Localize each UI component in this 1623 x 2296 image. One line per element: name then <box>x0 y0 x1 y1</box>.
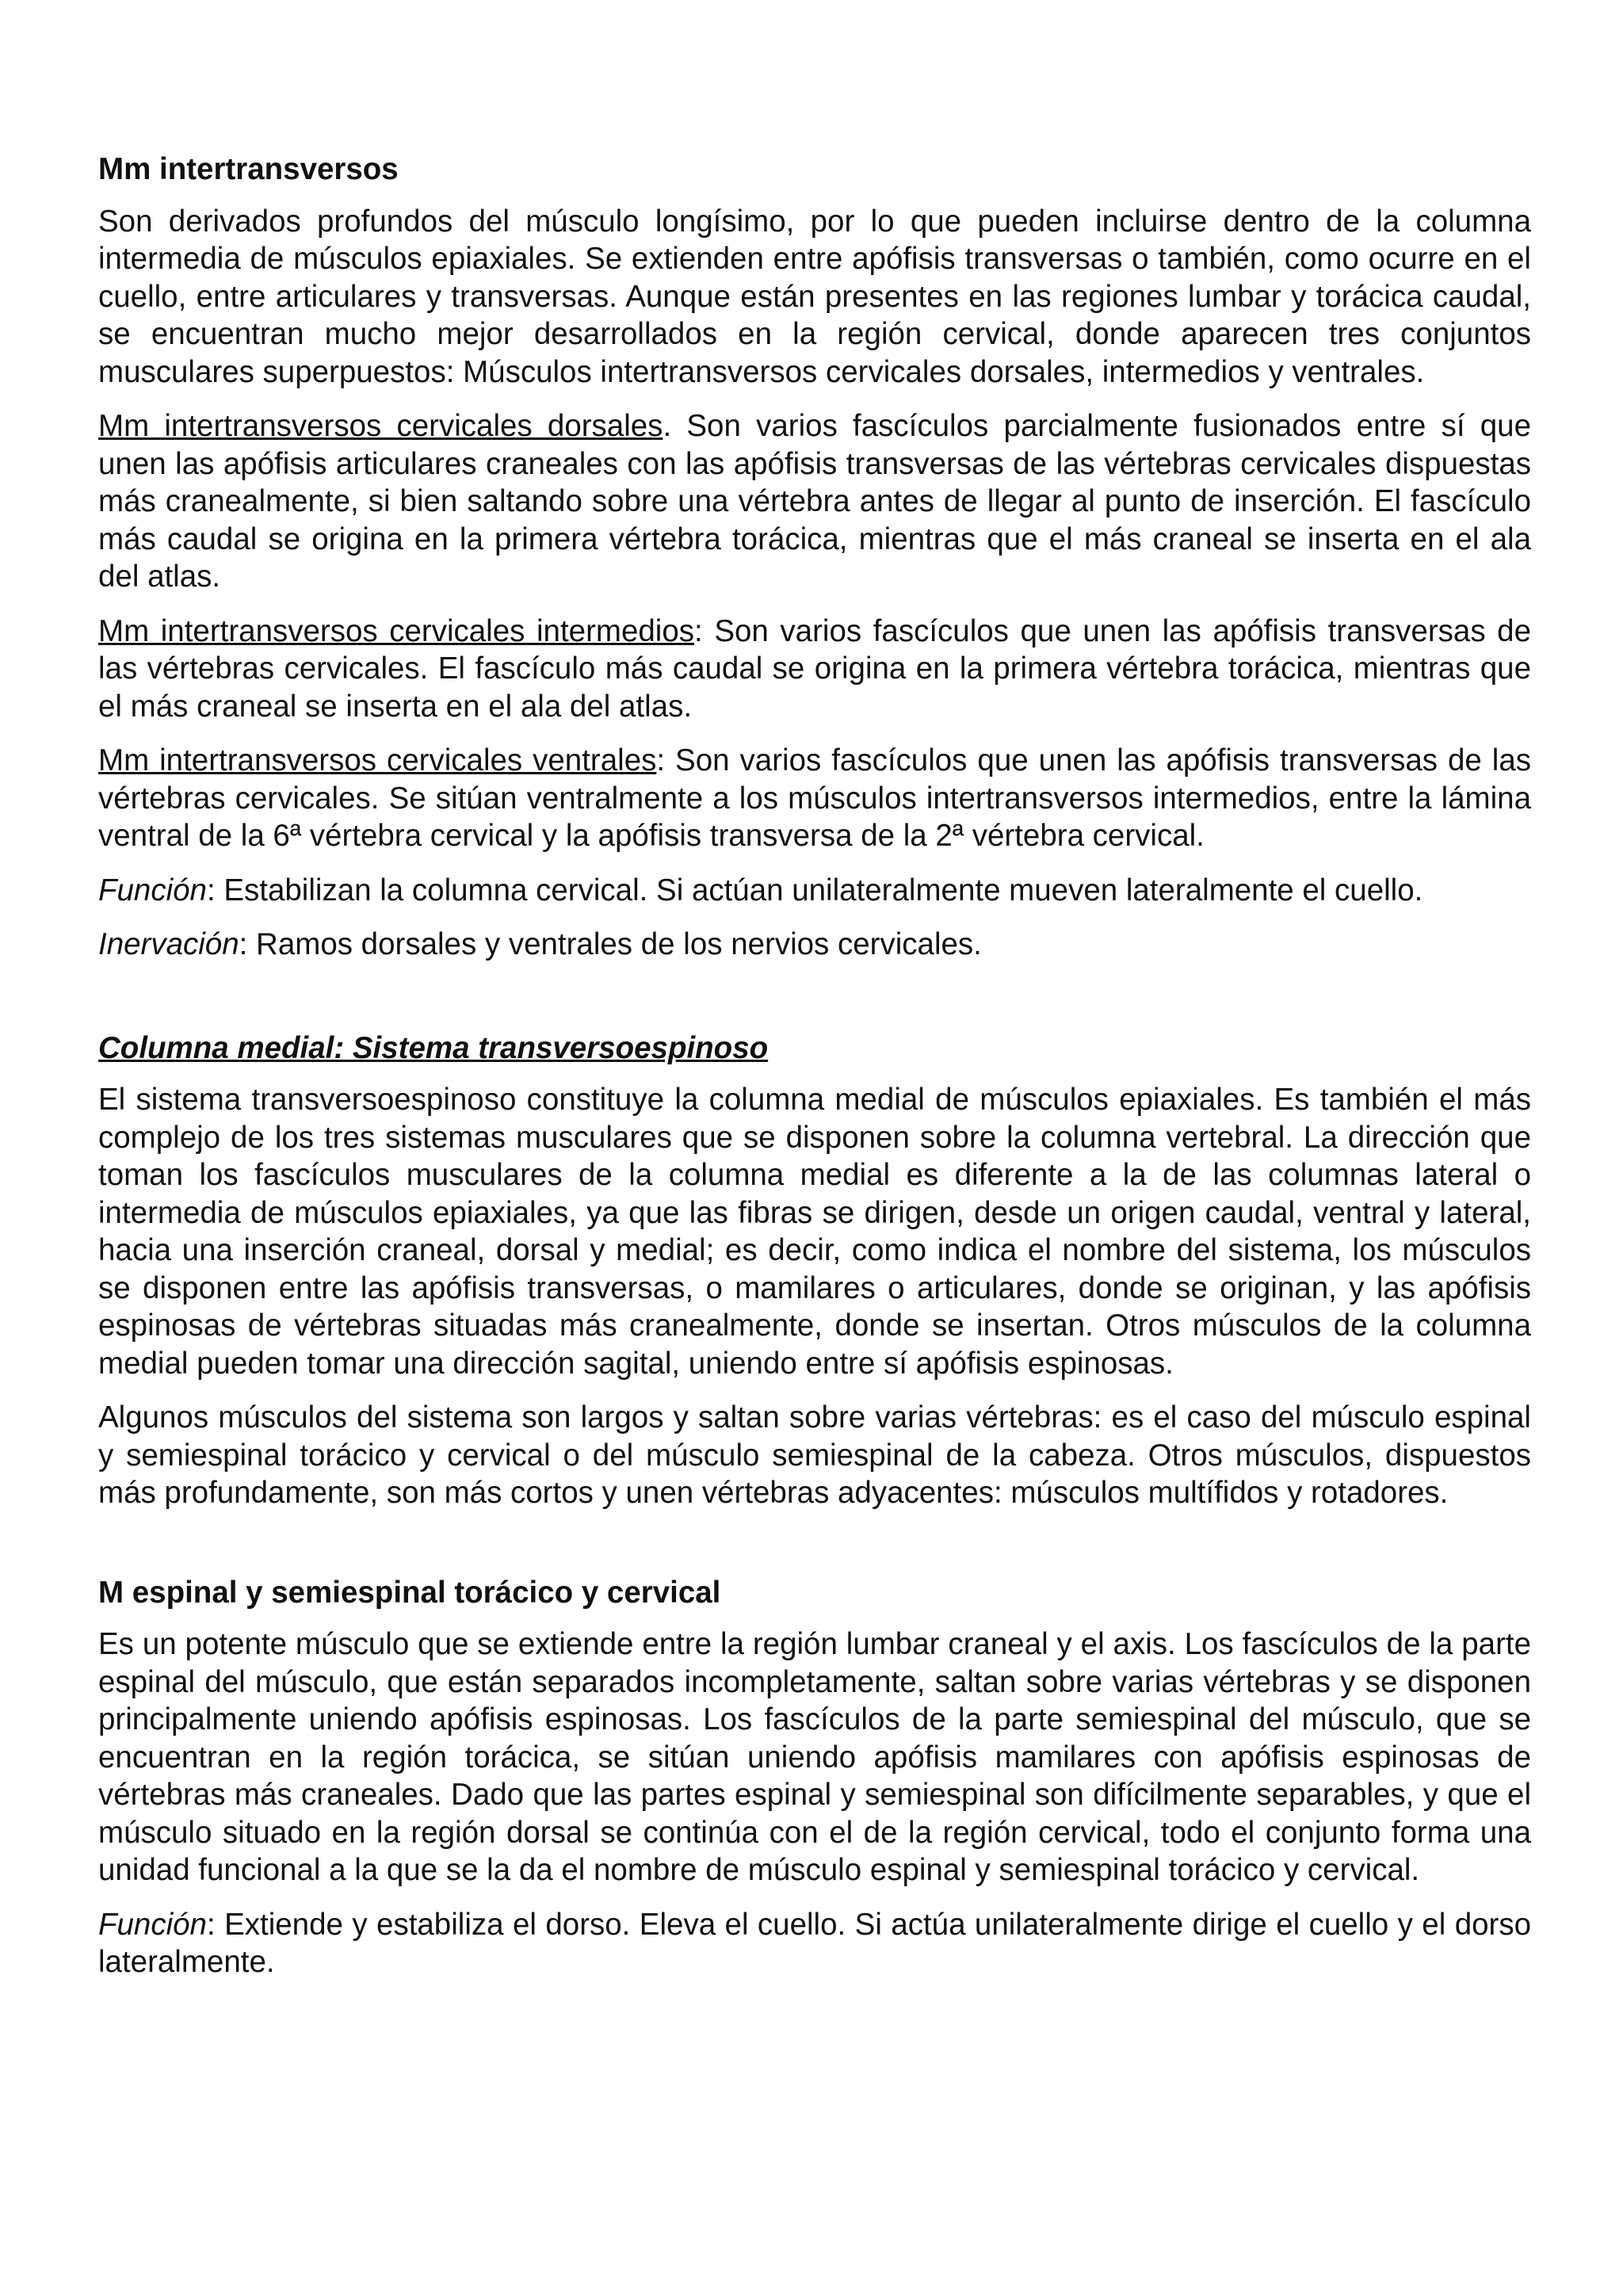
paragraph-funcion-2 <box>98 1906 1531 1981</box>
paragraph-inervacion-1 <box>98 926 1531 964</box>
paragraph-columna-medial-1: El sistema transversoespinoso constituye la columna medial de músculos epiaxiales. Es también el más complejo de los tres sistemas musculares que se disponen sobre la columna vertebral. La dirección que toman los fascículos musculares de la columna medial es diferente a la de las columnas lateral o intermedia de músculos epiaxiales, ya que las fibras se dirigen, desde un origen caudal, ventral y lateral, hacia una inserción craneal, dorsal y medial; es decir, como indica el nombre del sistema, los músculos se disponen entre las apófisis transversas, o mamilares o articulares, donde se originan, y las apófisis espinosas de vértebras situadas más cranealmente, donde se insertan. Otros músculos de la columna medial pueden tomar una dirección sagital, uniendo entre sí apófisis espinosas. <box>98 1083 1531 1381</box>
section-title-espinal: M espinal y semiespinal torácico y cervical <box>98 1575 721 1610</box>
term-intermedios: Mm intertransversos cervicales intermedios <box>98 613 695 648</box>
label-inervacion-1: Inervación <box>98 927 239 961</box>
term-ventrales: Mm intertransversos cervicales ventrales <box>98 743 657 777</box>
text-ventrales: : Son varios fascículos que unen las apófisis transversas de las vértebras cervicales. Se sitúan ventralmente a los músculos intertransversos intermedios, entre la lámina ventral de la 6ª vértebra cervical y la apófisis transversa de la 2ª vértebra cervical. <box>98 743 1531 853</box>
term-dorsales: Mm intertransversos cervicales dorsales <box>98 409 663 443</box>
paragraph-columna-medial-2: Algunos músculos del sistema son largos y saltan sobre varias vértebras: es el caso del músculo espinal y semiespinal torácico y cervical o del músculo semiespinal de la cabeza. Otros músculos, dispuestos más profundamente, son más cortos y unen vértebras adyacentes: músculos multífidos y rotadores. <box>98 1400 1531 1510</box>
section-spacer <box>98 1529 1531 1574</box>
section-title-columna-medial: Columna medial: Sistema transversoespinoso <box>98 1030 769 1065</box>
section-title-intertransversos: Mm intertransversos <box>98 152 399 186</box>
text-funcion-2: : Extiende y estabiliza el dorso. Eleva el cuello. Si actúa unilateralmente dirige el cuello y el dorso lateralmente. <box>98 1907 1531 1979</box>
text-inervacion-1: : Ramos dorsales y ventrales de los nervios cervicales. <box>239 927 982 961</box>
text-intermedios: : Son varios fascículos que unen las apófisis transversas de las vértebras cervicales. El fascículo más caudal se origina en la primera vértebra torácica, mientras que el más craneal se inserta en el ala del atlas. <box>98 613 1532 724</box>
paragraph-dorsales <box>98 407 1531 596</box>
label-funcion-2: Función <box>98 1907 207 1942</box>
text-funcion-1: : Estabilizan la columna cervical. Si actúan unilateralmente mueven lateralmente el cuello. <box>206 873 1423 907</box>
paragraph-intermedios <box>98 613 1531 726</box>
text-dorsales: . Son varios fascículos parcialmente fusionados entre sí que unen las apófisis articulares craneales con las apófisis transversas de las vértebras cervicales dispuestas más cranealmente, si bien saltando sobre una vértebra antes de llegar al punto de inserción. El fascículo más caudal se origina en la primera vértebra torácica, mientras que el más craneal se inserta en el ala del atlas. <box>98 409 1532 594</box>
paragraph-intertransversos-intro: Son derivados profundos del músculo longísimo, por lo que pueden incluirse dentro de la columna intermedia de músculos epiaxiales. Se extienden entre apófisis transversas o también, como ocurre en el cuello, entre articulares y transversas. Aunque están presentes en las regiones lumbar y torácica caudal, se encuentran mucho mejor desarrollados en la región cervical, donde aparecen tres conjuntos musculares superpuestos: Músculos intertransversos cervicales dorsales, intermedios y ventrales. <box>98 204 1531 389</box>
paragraph-funcion-1 <box>98 872 1531 910</box>
document-page <box>98 151 1531 1998</box>
paragraph-ventrales <box>98 742 1531 855</box>
paragraph-espinal-1: Es un potente músculo que se extiende entre la región lumbar craneal y el axis. Los fascículos de la parte espinal del músculo, que están separados incompletamente, saltan sobre varias vértebras y se disponen principalmente uniendo apófisis espinosas. Los fascículos de la parte semiespinal del músculo, que se encuentran en la región torácica, se sitúan uniendo apófisis mamilares con apófisis espinosas de vértebras más craneales. Dado que las partes espinal y semiespinal son difícilmente separables, y que el músculo situado en la región dorsal se continúa con el de la región cervical, todo el conjunto forma una unidad funcional a la que se la da el nombre de músculo espinal y semiespinal torácico y cervical. <box>98 1627 1531 1887</box>
section-spacer <box>98 980 1531 1030</box>
label-funcion-1: Función <box>98 873 207 907</box>
